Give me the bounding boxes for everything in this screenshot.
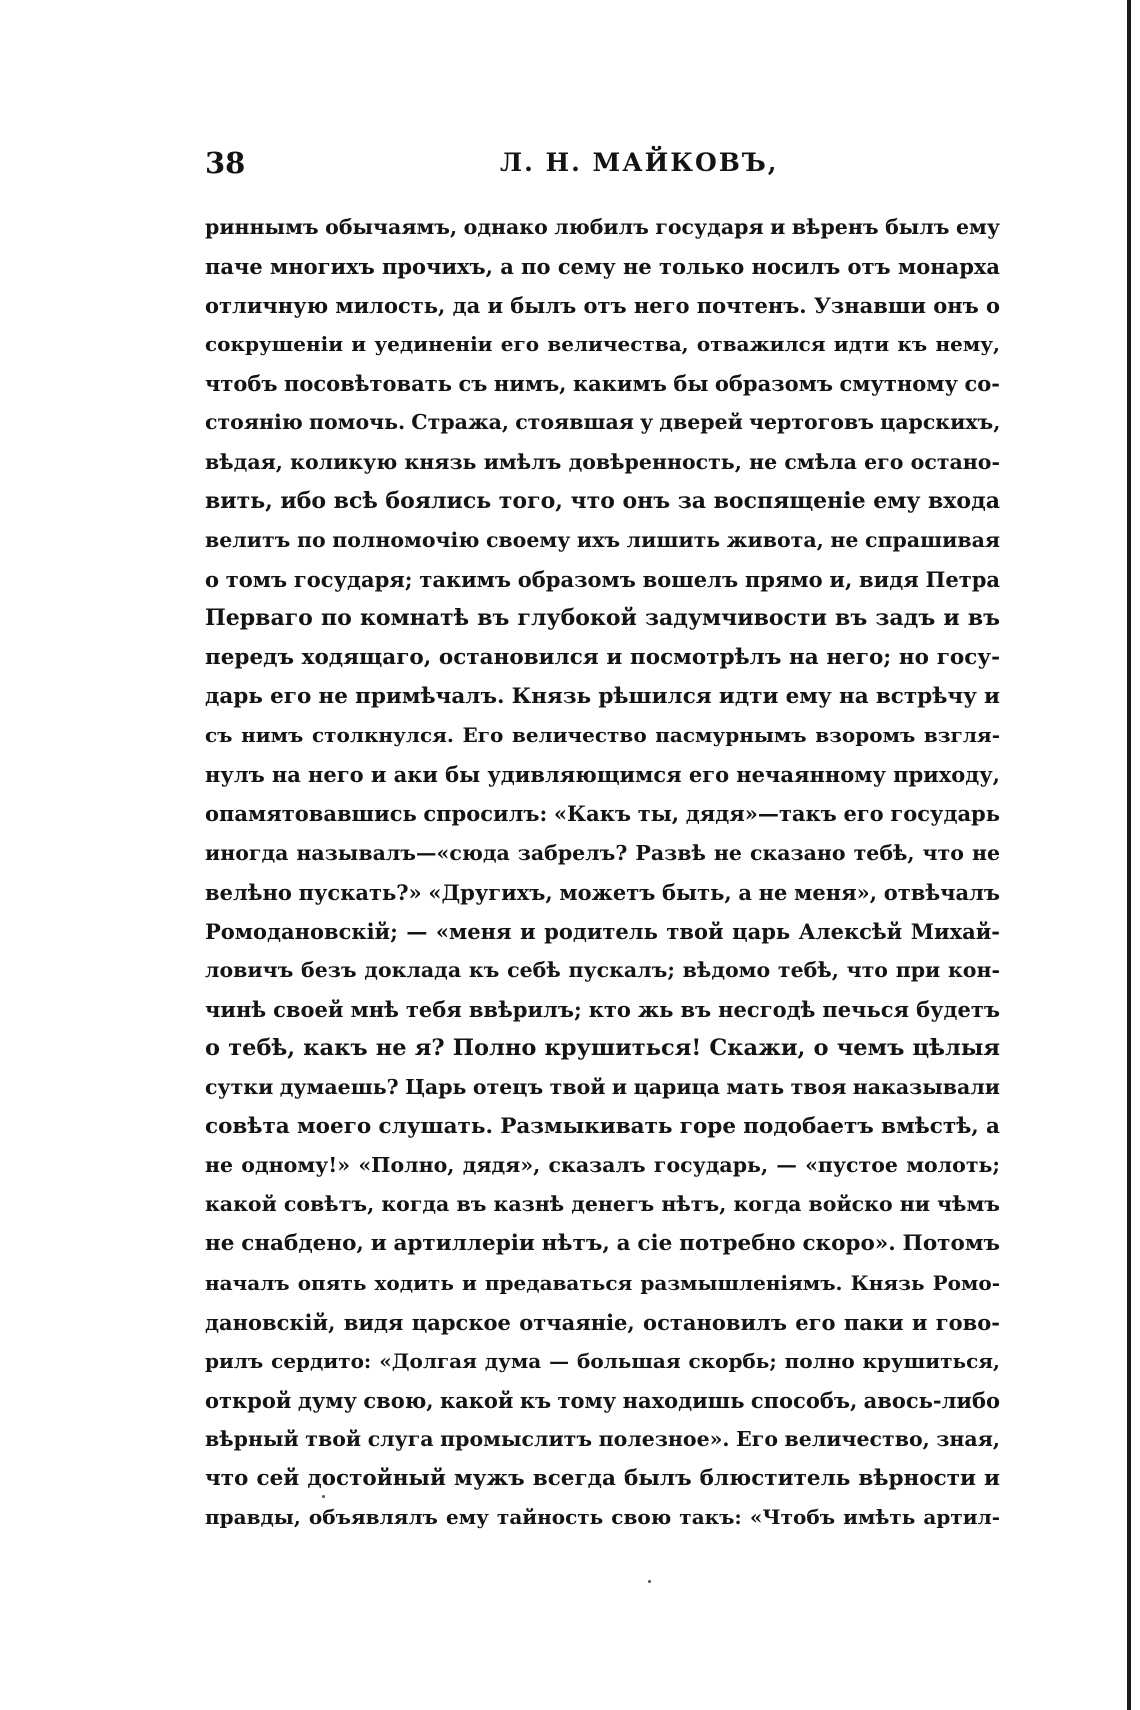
running-head: Л. Н. МАЙКОВЪ, xyxy=(500,148,779,177)
text-line: дарь его не примѣчалъ. Князь рѣшился идти ему на встрѣчу и xyxy=(205,684,1000,710)
page-number: 38 xyxy=(205,146,246,180)
text-line: стоянію помочь. Стража, стоявшая у дверей чертоговъ царскихъ, xyxy=(205,410,1001,435)
page-edge-line xyxy=(1127,0,1131,1710)
text-line: сокрушеніи и уединеніи его величества, отважился идти къ нему, xyxy=(205,332,1000,357)
text-line: отличную милость, да и былъ отъ него почтенъ. Узнавши онъ о xyxy=(205,293,1000,319)
text-line: какой совѣтъ, когда въ казнѣ денегъ нѣтъ, когда войско ни чѣмъ xyxy=(205,1192,1000,1217)
text-line: опамятовавшись спросилъ: «Какъ ты, дядя»—такъ его государь xyxy=(205,801,1000,827)
text-line: о тебѣ, какъ не я? Полно крушиться! Скажи, о чемъ цѣлыя xyxy=(205,1034,1000,1061)
text-line: рилъ сердито: «Долгая дума — большая скорбь; полно крушиться, xyxy=(205,1348,1000,1373)
text-line: велитъ по полномочію своему ихъ лишить живота, не спрашивая xyxy=(205,527,1000,552)
print-speck xyxy=(648,1580,651,1583)
text-line: совѣта моего слушать. Размыкивать горе подобаетъ вмѣстѣ, а xyxy=(205,1114,1000,1140)
text-line: началъ опять ходить и предаваться размышленіямъ. Князь Ромо- xyxy=(205,1270,1000,1295)
text-line: чинѣ своей мнѣ тебя ввѣрилъ; кто жь въ несгодѣ печься будетъ xyxy=(205,996,1000,1022)
page-header xyxy=(205,143,997,183)
text-line: что сей достойный мужъ всегда былъ блюститель вѣрности и xyxy=(205,1466,1000,1491)
text-line: не снабдено, и артиллеріи нѣтъ, а сіе потребно скоро». Потомъ xyxy=(205,1231,1000,1257)
text-line: съ нимъ столкнулся. Его величество пасмурнымъ взоромъ взгля- xyxy=(205,723,1000,748)
text-line: вѣрный твой слуга промыслитъ полезное». Его величество, зная, xyxy=(205,1426,1000,1451)
text-line: правды, объявлялъ ему тайность свою такъ: «Чтобъ имѣть артил- xyxy=(205,1505,1000,1530)
text-line: ловичъ безъ доклада къ себѣ пускалъ; вѣдомо тебѣ, что при кон- xyxy=(205,957,1000,982)
text-line: чтобъ посовѣтовать съ нимъ, какимъ бы образомъ смутному со- xyxy=(205,371,1000,397)
text-line: сутки думаешь? Царь отецъ твой и царица мать твоя наказывали xyxy=(205,1075,1000,1100)
text-line: паче многихъ прочихъ, а по сему не только носилъ отъ монарха xyxy=(205,254,1000,280)
text-line: Перваго по комнатѣ въ глубокой задумчивости въ задъ и въ xyxy=(205,604,1000,631)
text-line: Ромодановскій; — «меня и родитель твой царь Алексѣй Михай- xyxy=(205,918,1000,944)
text-line: открой думу свою, какой къ тому находишь способъ, авось-либо xyxy=(205,1387,1000,1413)
text-line: вѣдая, коликую князь имѣлъ довѣренность, не смѣла его останo- xyxy=(205,449,1000,474)
body-text xyxy=(205,208,1000,1537)
text-line: передъ ходящаго, остановился и посмотрѣлъ на него; но госу- xyxy=(205,645,1000,671)
text-line: нулъ на него и аки бы удивляющимся его нечаянному приходу, xyxy=(205,762,1000,788)
text-line: о томъ государя; такимъ образомъ вошелъ прямо и, видя Петра xyxy=(205,566,1000,592)
text-line: вить, ибо всѣ боялись того, что онъ за воспященіе ему входа xyxy=(205,487,1000,514)
print-speck xyxy=(322,1495,325,1498)
text-line: не одному!» «Полно, дядя», сказалъ государь, — «пустое молоть; xyxy=(205,1153,1000,1178)
text-line: велѣно пускать?» «Другихъ, можетъ быть, а не меня», отвѣчалъ xyxy=(205,879,1000,905)
text-line: иногда называлъ—«сюда забрелъ? Развѣ не сказано тебѣ, что не xyxy=(205,840,1000,865)
text-line: дановскій, видя царское отчаяніе, остановилъ его паки и гово- xyxy=(205,1309,1000,1335)
text-line: риннымъ обычаямъ, однако любилъ государя и вѣренъ былъ ему xyxy=(205,215,1000,239)
